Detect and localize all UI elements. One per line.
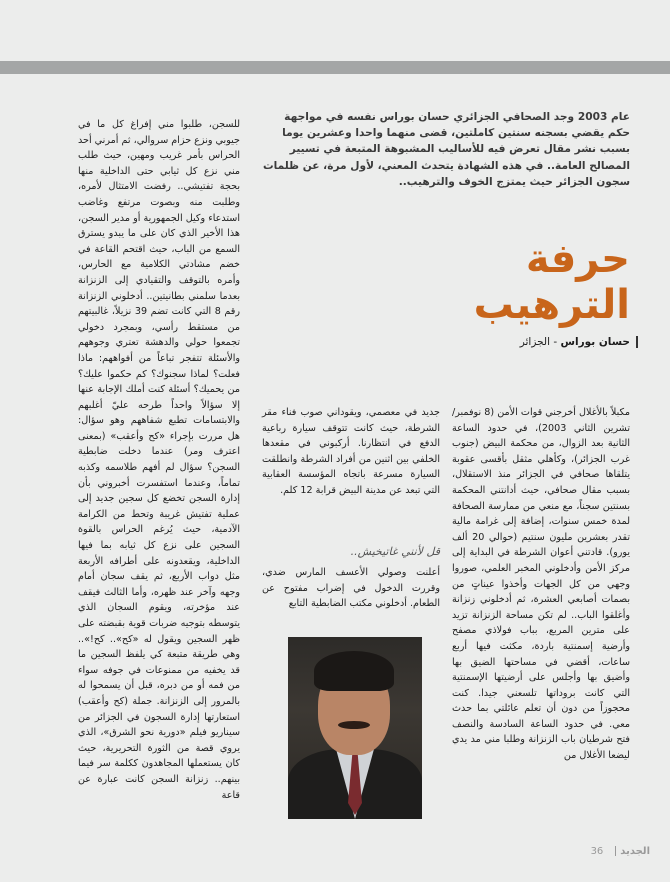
column-middle-2-text: أعلنت وصولي الأعسف المارس ضدي، وقررت الدخول في إضراب مفتوح عن الطعام. أدخلوني مكتب الضابطية التابع <box>262 567 440 610</box>
byline <box>380 336 638 348</box>
column-right-text: مكبلاً بالأغلال أخرجني قوات الأمن (8 نوفمبر/تشرين الثاني 2003)، في حدود الساعة الثانية بعد الزوال، من محكمة البيض (جنوب غرب الجزائر)، وكأهلي مثقل بأقسى عقوبة يتلقاها صحافي في الجزائر منذ الاستقلال، بسبب مقال صحافي، حيث أدانتني المحكمة بسنتين سجناً، مع منعي من ممارسة الصحافة لمدة خمس سنوات، إضافة إلى غرامة مالية تقدر بعشرين مليون سنتيم (حوالي 20 ألف يورو). قادتني أعوان الشرطة في البداية إلى مركز الأمن وأدخلوني المخبر العلمي، صوروا وجهي من كل الجهات وأخذوا عيناتٍ من بصمات أصابعي العشرة، ثم أدخلوني زنزانة وأغلقوا الباب.. لم تكن مساحة الزنزانة تزيد على مترين المربع، بباب فولاذي مصفح وأرضية إسمنتية باردة، مكثت فيها أربع ساعات، أقضي في مساحتها الضيق بها وأضيق بها وأجلس على أرضيتها الإسمنتية التي كانت بروداتها تلسعني جيدا. كنت محجوزاً من دون أن تعلم عائلتي بما حدث معي. في حدود الساعة السادسة والنصف فتح شرطيان باب الزنزانة وطلبا مني مد يدي ليضعا الأغلال من <box>452 407 630 762</box>
section-subhead: قل لأنني غاتيخيش.. <box>350 545 440 558</box>
author-name: حسان بوراس <box>560 336 630 348</box>
column-right <box>452 405 630 764</box>
column-middle <box>262 405 440 499</box>
photo-mustache <box>338 721 370 729</box>
column-left <box>78 117 240 803</box>
author-place: - الجزائر <box>519 336 558 348</box>
header-band <box>0 0 670 58</box>
column-left-text: للسجن، طلبوا مني إفراغ كل ما في جيوبي ونزع حزام سروالي، ثم أمرني أحد الحراس بأمر غريب ومهين، حيث طلب مني نزع كل ثيابي حتى الداخلية منها بحجة تفتيشي.. رفضت الامتثال لأمره، وطلبت منه وبصوت مرتفع وغاضب استدعاء وكيل الجمهورية أو مدير السجن، هذا الأخير الذي كان على ما يبدو يسترق السمع من الباب، حيث اقتحم القاعة في خضم مشادتي الكلامية مع الحارس، وأمره بالتوقف والتقيادي إلى الزنزانة بعدما سلمني بطانيتين.. أدخلوني الزنزانة رقم 8 التي كانت تضم 39 نزيلاً، غالبيتهم من مستقط رأسي، وبمجرد دخولي تجمعوا حولي والدهشة تعتري وجوههم والأسئلة تتفجر تباعاً من أفواههم: ماذا فعلت؟ لماذا سجنوك؟ كم حكموا عليك؟ من يحميك؟ أسئلة كنت أملك الإجابة عنها إلا سؤالاً واحداً طرحه عليّ أغلبهم والابتسامات تطبع شفاههم وهو سؤال: هل مررت بإجراء «كح وأعقب» (بمعنى اعترف ومر) عندما دخلت ضابطية السجن؟ سؤال لم أفهم طلاسمه وكذبه تماماً، وعندما استفسرت أخبروني بأن إدارة السجن تخضع كل سجين جديد إلى عملية تفتيش غريبة وتحط من الكرامة الآدمية، حيث يُرغم الحراس بالقوة السجين على نزع كل ثيابه بما فيها الداخلية، ويقعدونه على أطرافه الأربعة مثل دواب الأربع، ثم يقف سجان أمام وجهه وآخر عند ظهره، وأما الثالث فيقف عند مؤخرته، ويقوم السجان الذي يتوسطه بتوجيه ضربات قوية بقبضته على ظهر السجين ويقول له «كح».. كح!».. وهي طريقة متبعة كي يلفظ السجين ما قد يخفيه من ممنوعات في جوفه سواء من فمه أو من دبره، قبل أن يسمحوا له بالمرور إلى الزنزانة. جملة (كح وأعقب) استعارتها إدارة السجون في الجزائر من سيناريو فيلم «دورية نحو الشرق»، الذي يروي قصة من الثورة التحريرية، حيث كان يستعملها المجاهدون ككلمة سر فيما بينهم.. زنزانة السجن كانت عبارة عن قاعة <box>78 119 240 801</box>
column-middle-2 <box>262 565 440 612</box>
header-rule <box>0 61 670 74</box>
author-photo <box>288 637 422 819</box>
article-intro: عام 2003 وجد الصحافي الجزائري حسان بوراس نفسه في مواجهة حكم يقضي بسجنه سنتين كاملتين، قضى منهما واحدا وعشرين يوما بسبب نشر مقال تعرض فيه للأساليب المشبوهة المتبعة في تسيير المصالح العامة.. في هذه الشهادة يتحدث المعني، لأول مرة، عن ظلمات سجون الجزائر حيث يمتزج الخوف والترهيب.. <box>263 111 630 188</box>
column-middle-text: جديد في معصمي، ويقوداني صوب فناء مقر الشرطة، حيث كانت تتوقف سيارة رباعية الدفع في انتظارنا. أركبوني في مقعدها الخلفي بين اثنين من أفراد الشرطة وانطلقت السيارة مسرعة باتجاه المؤسسة العقابية التي تبعد عن مدينة البيض قرابة 12 كلم. <box>262 407 440 496</box>
photo-hair <box>314 651 394 691</box>
article-title: حرفة الترهيب <box>473 236 630 328</box>
magazine-logo: الجديد <box>620 846 650 857</box>
footer-separator <box>615 846 616 856</box>
page-footer <box>580 846 650 864</box>
page-number: 36 <box>590 846 604 857</box>
